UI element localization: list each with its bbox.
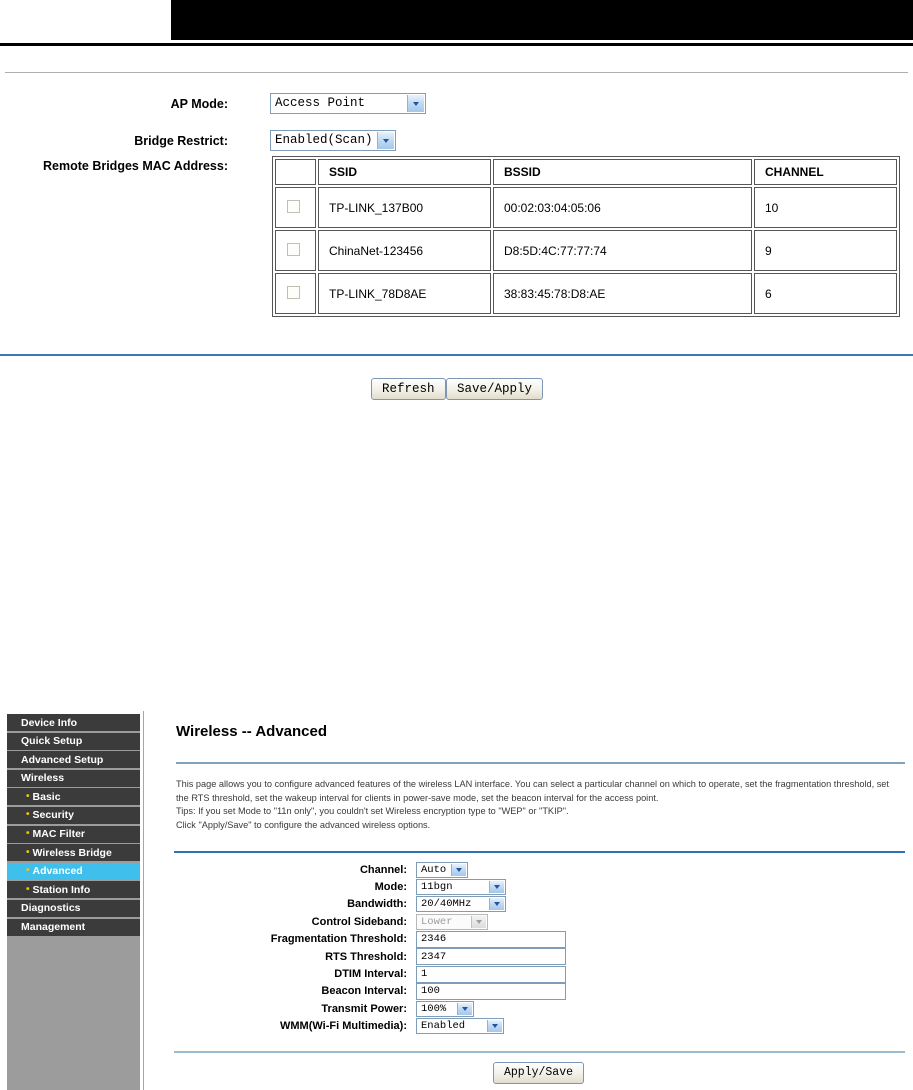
bullet-icon: • [26, 846, 30, 858]
remote-bridges-table [272, 156, 900, 317]
rts-threshold-input[interactable] [416, 948, 566, 965]
sidebar-item-management[interactable]: Management [7, 919, 140, 936]
transmit-power-select[interactable] [416, 1001, 474, 1017]
bullet-icon: • [26, 790, 30, 802]
channel-cell: 9 [754, 230, 897, 271]
ssid-cell: TP-LINK_137B00 [318, 187, 491, 228]
dtim-interval-label: DTIM Interval: [334, 968, 407, 981]
table-row [275, 230, 897, 271]
apply-save-button[interactable]: Apply/Save [493, 1062, 584, 1084]
sidebar-menu [7, 714, 140, 1090]
channel-select-value: Auto [421, 863, 447, 876]
table-row [275, 187, 897, 228]
ap-mode-select[interactable] [270, 93, 426, 114]
header-black-bar [171, 0, 913, 40]
channel-label: Channel: [359, 863, 407, 876]
fragmentation-threshold-input[interactable] [416, 931, 566, 948]
description-line: the RTS threshold, set the wakeup interval for clients in power-save mode, set the beacon interval for the access point. [176, 792, 659, 803]
panel-top-rule [5, 72, 908, 73]
description-line: Click "Apply/Save" to configure the advanced wireless options. [176, 819, 431, 830]
control-sideband-label: Control Sideband: [311, 915, 407, 928]
form-row [176, 983, 796, 1000]
bullet-icon: • [26, 809, 30, 821]
bridge-restrict-select[interactable] [270, 130, 396, 151]
sidebar-item-device-info[interactable]: Device Info [7, 714, 140, 731]
table-header-row [275, 159, 897, 185]
form-row [176, 931, 796, 948]
ssid-column-header: SSID [318, 159, 491, 185]
row-checkbox[interactable] [287, 200, 300, 213]
remote-bridges-label: Remote Bridges MAC Address: [43, 159, 228, 173]
row-checkbox[interactable] [287, 286, 300, 299]
bssid-cell: 00:02:03:04:05:06 [493, 187, 752, 228]
page-description [176, 778, 911, 832]
beacon-interval-label: Beacon Interval: [321, 985, 407, 998]
select-column-header [275, 159, 316, 185]
sidebar-item-station-info[interactable]: • Station Info [7, 881, 140, 898]
rts-threshold-label: RTS Threshold: [325, 950, 407, 963]
checkbox-cell [275, 187, 316, 228]
form-row [176, 1000, 796, 1017]
sidebar-item-advanced-setup[interactable]: Advanced Setup [7, 751, 140, 768]
form-top-rule [174, 851, 905, 853]
ap-mode-select-value: Access Point [275, 96, 366, 110]
transmit-power-label: Transmit Power: [321, 1002, 407, 1015]
bullet-icon: • [26, 883, 30, 895]
sidebar-item-diagnostics[interactable]: Diagnostics [7, 900, 140, 917]
sidebar-item-basic[interactable]: • Basic [7, 788, 140, 805]
form-row [176, 913, 796, 930]
chevron-down-icon [377, 132, 394, 149]
sidebar-item-quick-setup[interactable]: Quick Setup [7, 733, 140, 750]
chevron-down-icon [457, 1003, 472, 1015]
description-line: Tips: If you set Mode to "11n only", you couldn't set Wireless encryption type to "WEP" or "TKIP". [176, 806, 569, 816]
bssid-cell: 38:83:45:78:D8:AE [493, 273, 752, 314]
chevron-down-icon [489, 881, 504, 893]
form-row [176, 965, 796, 982]
bullet-icon: • [26, 865, 30, 877]
description-line: This page allows you to configure advanced features of the wireless LAN interface. You can select a particular channel on which to operate, set the fragmentation threshold, set [176, 779, 889, 789]
bridge-restrict-select-value: Enabled(Scan) [275, 133, 373, 147]
bssid-cell: D8:5D:4C:77:77:74 [493, 230, 752, 271]
advanced-settings-form [176, 861, 796, 1035]
ap-mode-label: AP Mode: [170, 97, 228, 111]
page-title: Wireless -- Advanced [176, 723, 328, 740]
sidebar-item-mac-filter[interactable]: • MAC Filter [7, 826, 140, 843]
chevron-down-icon [489, 898, 504, 910]
bandwidth-select[interactable] [416, 896, 506, 912]
section-divider-rule [0, 354, 913, 356]
chevron-down-icon [487, 1020, 502, 1032]
table-row [275, 273, 897, 314]
control-sideband-select [416, 914, 488, 930]
wmm-select[interactable] [416, 1018, 504, 1034]
row-checkbox[interactable] [287, 243, 300, 256]
form-bottom-rule [174, 1051, 905, 1053]
fragmentation-threshold-label: Fragmentation Threshold: [270, 933, 407, 946]
save-apply-button[interactable]: Save/Apply [446, 378, 543, 400]
checkbox-cell [275, 273, 316, 314]
ssid-cell: ChinaNet-123456 [318, 230, 491, 271]
mode-label: Mode: [374, 881, 407, 894]
channel-cell: 10 [754, 187, 897, 228]
channel-select[interactable] [416, 862, 468, 878]
ssid-cell: TP-LINK_78D8AE [318, 273, 491, 314]
mode-select[interactable] [416, 879, 506, 895]
bandwidth-label: Bandwidth: [347, 898, 407, 911]
sidebar-item-wireless-bridge[interactable]: • Wireless Bridge [7, 844, 140, 861]
chevron-down-icon [451, 864, 466, 876]
form-row [176, 896, 796, 913]
sidebar-item-security[interactable]: • Security [7, 807, 140, 824]
channel-column-header: CHANNEL [754, 159, 897, 185]
mode-select-value: 11bgn [421, 881, 453, 894]
transmit-power-select-value: 100% [421, 1002, 447, 1015]
sidebar-item-wireless[interactable]: Wireless [7, 770, 140, 787]
form-row [176, 861, 796, 878]
sidebar-item-advanced[interactable]: • Advanced [7, 863, 140, 880]
checkbox-cell [275, 230, 316, 271]
channel-cell: 6 [754, 273, 897, 314]
header-rule [0, 43, 913, 46]
dtim-interval-input[interactable] [416, 966, 566, 983]
chevron-down-icon [471, 916, 486, 928]
control-sideband-select-value: Lower [421, 915, 453, 928]
form-row [176, 948, 796, 965]
form-row [176, 1018, 796, 1035]
form-row [176, 878, 796, 895]
chevron-down-icon [407, 95, 424, 112]
sidebar-divider [143, 711, 144, 1090]
refresh-button[interactable]: Refresh [371, 378, 446, 400]
beacon-interval-input[interactable] [416, 983, 566, 1000]
title-rule [176, 762, 905, 764]
bridge-restrict-label: Bridge Restrict: [134, 134, 228, 148]
bandwidth-select-value: 20/40MHz [421, 898, 472, 911]
bssid-column-header: BSSID [493, 159, 752, 185]
wmm-label: WMM(Wi-Fi Multimedia): [280, 1020, 407, 1033]
wmm-select-value: Enabled [421, 1020, 466, 1033]
bullet-icon: • [26, 828, 30, 840]
